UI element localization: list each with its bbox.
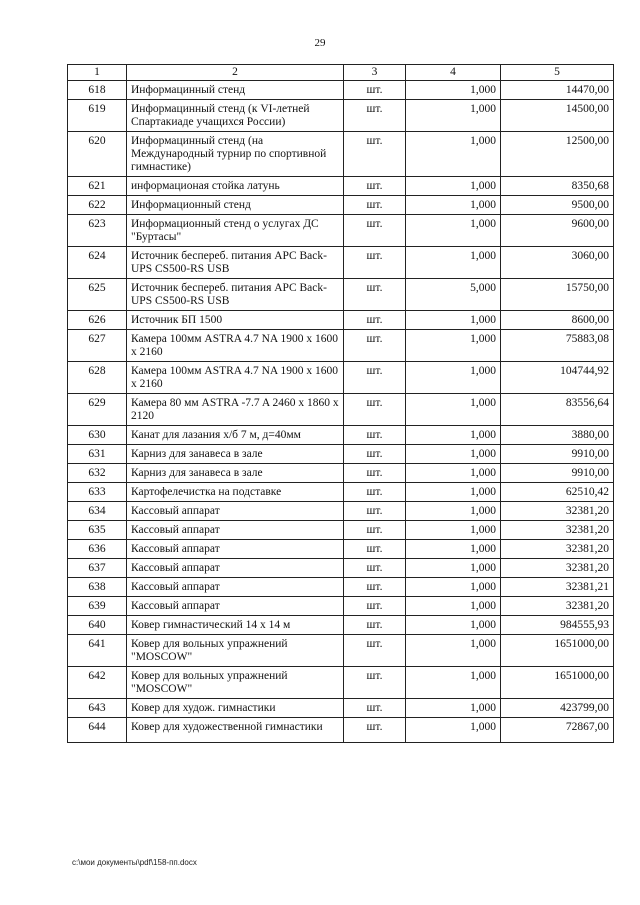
- unit-cell: шт.: [344, 81, 406, 100]
- column-header-name: 2: [127, 65, 344, 81]
- quantity-cell: 1,000: [406, 177, 501, 196]
- table-row: [68, 521, 614, 540]
- row-number-cell: 639: [68, 597, 127, 616]
- row-number-cell: 640: [68, 616, 127, 635]
- price-cell: 1651000,00: [501, 635, 614, 667]
- price-cell: 423799,00: [501, 699, 614, 718]
- quantity-cell: 1,000: [406, 635, 501, 667]
- item-name-cell: Информацинный стенд: [127, 81, 344, 100]
- unit-cell: шт.: [344, 215, 406, 247]
- unit-cell: шт.: [344, 667, 406, 699]
- price-cell: 12500,00: [501, 132, 614, 177]
- unit-cell: шт.: [344, 311, 406, 330]
- row-number-cell: 636: [68, 540, 127, 559]
- table-row: [68, 616, 614, 635]
- row-number-cell: 627: [68, 330, 127, 362]
- price-cell: 9910,00: [501, 464, 614, 483]
- unit-cell: шт.: [344, 464, 406, 483]
- quantity-cell: 1,000: [406, 699, 501, 718]
- item-name-cell: Кассовый аппарат: [127, 559, 344, 578]
- footer-file-path: c:\мои документы\pdf\158-пп.docx: [72, 858, 197, 867]
- quantity-cell: 1,000: [406, 597, 501, 616]
- unit-cell: шт.: [344, 540, 406, 559]
- quantity-cell: 1,000: [406, 311, 501, 330]
- unit-cell: шт.: [344, 502, 406, 521]
- unit-cell: шт.: [344, 247, 406, 279]
- row-number-cell: 620: [68, 132, 127, 177]
- price-cell: 32381,20: [501, 559, 614, 578]
- table-row: [68, 483, 614, 502]
- table-row: [68, 279, 614, 311]
- item-name-cell: Камера 100мм ASTRA 4.7 NA 1900 х 1600 х 2160: [127, 362, 344, 394]
- table-row: [68, 81, 614, 100]
- table-row: [68, 215, 614, 247]
- quantity-cell: 1,000: [406, 81, 501, 100]
- table-row: [68, 311, 614, 330]
- item-name-cell: Ковер для вольных упражнений "MOSCOW": [127, 667, 344, 699]
- item-name-cell: Источник БП 1500: [127, 311, 344, 330]
- quantity-cell: 1,000: [406, 394, 501, 426]
- row-number-cell: 621: [68, 177, 127, 196]
- row-number-cell: 635: [68, 521, 127, 540]
- table-row: [68, 718, 614, 743]
- item-name-cell: Картофелечистка на подставке: [127, 483, 344, 502]
- column-header-price: 5: [501, 65, 614, 81]
- item-name-cell: Камера 100мм ASTRA 4.7 NA 1900 х 1600 х 2160: [127, 330, 344, 362]
- quantity-cell: 1,000: [406, 132, 501, 177]
- unit-cell: шт.: [344, 559, 406, 578]
- unit-cell: шт.: [344, 445, 406, 464]
- table-row: [68, 362, 614, 394]
- unit-cell: шт.: [344, 362, 406, 394]
- price-cell: 15750,00: [501, 279, 614, 311]
- table-header-row: [68, 65, 614, 81]
- quantity-cell: 1,000: [406, 578, 501, 597]
- table-row: [68, 667, 614, 699]
- quantity-cell: 1,000: [406, 521, 501, 540]
- item-name-cell: Камера 80 мм ASTRA -7.7 A 2460 х 1860 х 2120: [127, 394, 344, 426]
- quantity-cell: 1,000: [406, 540, 501, 559]
- price-cell: 14500,00: [501, 100, 614, 132]
- unit-cell: шт.: [344, 196, 406, 215]
- unit-cell: шт.: [344, 616, 406, 635]
- item-name-cell: Кассовый аппарат: [127, 502, 344, 521]
- row-number-cell: 644: [68, 718, 127, 743]
- table-row: [68, 196, 614, 215]
- table-row: [68, 426, 614, 445]
- table-row: [68, 559, 614, 578]
- row-number-cell: 638: [68, 578, 127, 597]
- price-cell: 75883,08: [501, 330, 614, 362]
- price-cell: 9910,00: [501, 445, 614, 464]
- table-row: [68, 578, 614, 597]
- price-cell: 83556,64: [501, 394, 614, 426]
- price-cell: 1651000,00: [501, 667, 614, 699]
- row-number-cell: 641: [68, 635, 127, 667]
- quantity-cell: 1,000: [406, 445, 501, 464]
- price-cell: 984555,93: [501, 616, 614, 635]
- item-name-cell: Кассовый аппарат: [127, 597, 344, 616]
- unit-cell: шт.: [344, 483, 406, 502]
- item-name-cell: Канат для лазания х/б 7 м, д=40мм: [127, 426, 344, 445]
- unit-cell: шт.: [344, 177, 406, 196]
- table-row: [68, 464, 614, 483]
- unit-cell: шт.: [344, 597, 406, 616]
- item-name-cell: Ковер для художественной гимнастики: [127, 718, 344, 743]
- table-row: [68, 445, 614, 464]
- row-number-cell: 624: [68, 247, 127, 279]
- quantity-cell: 1,000: [406, 464, 501, 483]
- unit-cell: шт.: [344, 699, 406, 718]
- price-cell: 32381,20: [501, 540, 614, 559]
- table-body: [68, 81, 614, 743]
- price-cell: 9600,00: [501, 215, 614, 247]
- item-name-cell: Карниз для занавеса в зале: [127, 464, 344, 483]
- column-header-number: 1: [68, 65, 127, 81]
- row-number-cell: 629: [68, 394, 127, 426]
- price-cell: 104744,92: [501, 362, 614, 394]
- quantity-cell: 1,000: [406, 362, 501, 394]
- unit-cell: шт.: [344, 132, 406, 177]
- item-name-cell: Источник беспереб. питания APC Back-UPS CS500-RS USB: [127, 279, 344, 311]
- unit-cell: шт.: [344, 718, 406, 743]
- page-number: 29: [314, 37, 326, 49]
- row-number-cell: 626: [68, 311, 127, 330]
- item-name-cell: Информационный стенд о услугах ДС "Буртасы": [127, 215, 344, 247]
- row-number-cell: 625: [68, 279, 127, 311]
- item-name-cell: Ковер гимнастический 14 х 14 м: [127, 616, 344, 635]
- unit-cell: шт.: [344, 578, 406, 597]
- table-row: [68, 132, 614, 177]
- table-row: [68, 540, 614, 559]
- row-number-cell: 643: [68, 699, 127, 718]
- price-cell: 3880,00: [501, 426, 614, 445]
- item-name-cell: Информацинный стенд (на Международный турнир по спортивной гимнастике): [127, 132, 344, 177]
- quantity-cell: 1,000: [406, 667, 501, 699]
- quantity-cell: 1,000: [406, 215, 501, 247]
- price-cell: 14470,00: [501, 81, 614, 100]
- row-number-cell: 628: [68, 362, 127, 394]
- quantity-cell: 1,000: [406, 483, 501, 502]
- row-number-cell: 632: [68, 464, 127, 483]
- price-cell: 32381,21: [501, 578, 614, 597]
- item-name-cell: Карниз для занавеса в зале: [127, 445, 344, 464]
- item-name-cell: Ковер для худож. гимнастики: [127, 699, 344, 718]
- item-name-cell: Кассовый аппарат: [127, 521, 344, 540]
- unit-cell: шт.: [344, 521, 406, 540]
- table-row: [68, 100, 614, 132]
- row-number-cell: 634: [68, 502, 127, 521]
- quantity-cell: 1,000: [406, 559, 501, 578]
- quantity-cell: 1,000: [406, 196, 501, 215]
- unit-cell: шт.: [344, 394, 406, 426]
- item-name-cell: Источник беспереб. питания APC Back-UPS CS500-RS USB: [127, 247, 344, 279]
- item-name-cell: Кассовый аппарат: [127, 540, 344, 559]
- quantity-cell: 5,000: [406, 279, 501, 311]
- quantity-cell: 1,000: [406, 247, 501, 279]
- quantity-cell: 1,000: [406, 100, 501, 132]
- price-cell: 32381,20: [501, 597, 614, 616]
- table-row: [68, 635, 614, 667]
- table-row: [68, 394, 614, 426]
- column-header-quantity: 4: [406, 65, 501, 81]
- item-name-cell: информационая стойка латунь: [127, 177, 344, 196]
- row-number-cell: 619: [68, 100, 127, 132]
- item-name-cell: Информационный стенд: [127, 196, 344, 215]
- price-cell: 8350,68: [501, 177, 614, 196]
- quantity-cell: 1,000: [406, 426, 501, 445]
- price-cell: 32381,20: [501, 502, 614, 521]
- table-row: [68, 247, 614, 279]
- price-cell: 72867,00: [501, 718, 614, 743]
- table-row: [68, 699, 614, 718]
- row-number-cell: 631: [68, 445, 127, 464]
- column-header-unit: 3: [344, 65, 406, 81]
- row-number-cell: 637: [68, 559, 127, 578]
- price-cell: 9500,00: [501, 196, 614, 215]
- item-name-cell: Информацинный стенд (к VI-летней Спартакиаде учащихся России): [127, 100, 344, 132]
- row-number-cell: 623: [68, 215, 127, 247]
- price-cell: 62510,42: [501, 483, 614, 502]
- quantity-cell: 1,000: [406, 718, 501, 743]
- quantity-cell: 1,000: [406, 502, 501, 521]
- unit-cell: шт.: [344, 100, 406, 132]
- table-row: [68, 330, 614, 362]
- unit-cell: шт.: [344, 426, 406, 445]
- row-number-cell: 618: [68, 81, 127, 100]
- price-cell: 32381,20: [501, 521, 614, 540]
- price-cell: 3060,00: [501, 247, 614, 279]
- row-number-cell: 630: [68, 426, 127, 445]
- table-row: [68, 502, 614, 521]
- item-name-cell: Кассовый аппарат: [127, 578, 344, 597]
- inventory-table: [67, 64, 614, 743]
- quantity-cell: 1,000: [406, 330, 501, 362]
- item-name-cell: Ковер для вольных упражнений "MOSCOW": [127, 635, 344, 667]
- unit-cell: шт.: [344, 279, 406, 311]
- row-number-cell: 642: [68, 667, 127, 699]
- row-number-cell: 622: [68, 196, 127, 215]
- price-cell: 8600,00: [501, 311, 614, 330]
- unit-cell: шт.: [344, 330, 406, 362]
- unit-cell: шт.: [344, 635, 406, 667]
- table-row: [68, 177, 614, 196]
- row-number-cell: 633: [68, 483, 127, 502]
- quantity-cell: 1,000: [406, 616, 501, 635]
- table-row: [68, 597, 614, 616]
